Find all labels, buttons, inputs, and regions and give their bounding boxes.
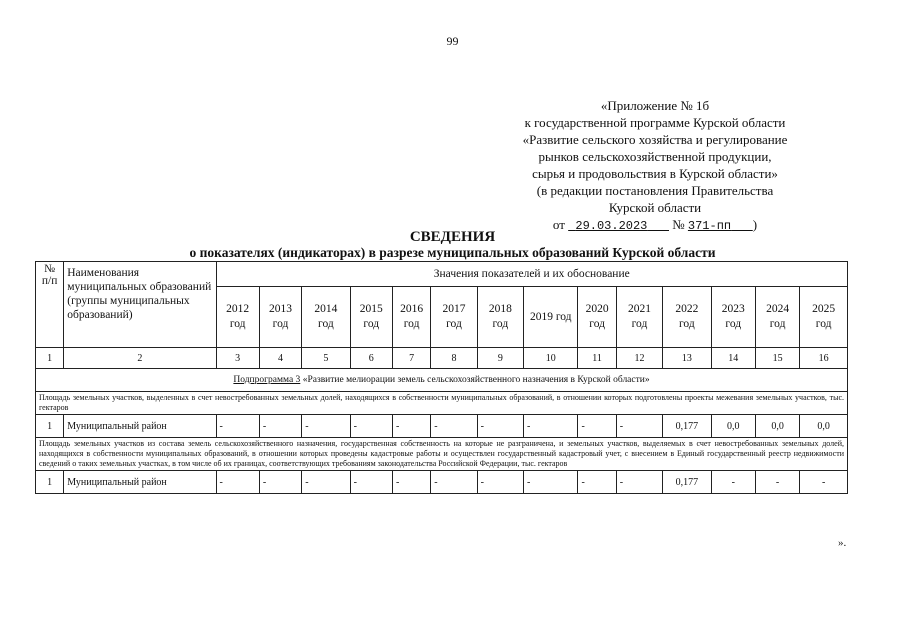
row-number: 1	[36, 471, 64, 494]
value-cell: -	[392, 415, 430, 438]
row-name: Муниципальный район	[64, 415, 216, 438]
column-index: 8	[431, 348, 477, 369]
appendix-header	[490, 97, 820, 235]
year-header: 2017 год	[431, 287, 477, 348]
indicator-row	[36, 438, 848, 471]
value-cell: -	[800, 471, 848, 494]
page-number: 99	[446, 34, 459, 48]
value-cell: -	[477, 471, 523, 494]
col-header-values: Значения показателей и их обоснование	[216, 262, 848, 287]
appendix-line: к государственной программе Курской области	[524, 115, 786, 130]
column-index: 6	[350, 348, 392, 369]
column-index: 12	[616, 348, 662, 369]
value-cell: -	[524, 471, 578, 494]
value-cell: -	[477, 415, 523, 438]
value-cell: -	[350, 415, 392, 438]
value-cell: -	[711, 471, 755, 494]
indicator-description: Площадь земельных участков, выделенных в счет невостребованных земельных долей, находящихся в собственности муниципальных образований, в отношении которых подготовлены проекты межевания земельных участков, тыс. гектаров	[36, 392, 848, 415]
column-index: 7	[392, 348, 430, 369]
column-index: 15	[755, 348, 799, 369]
appendix-line: рынков сельскохозяйственной продукции,	[538, 149, 772, 164]
value-cell: -	[616, 471, 662, 494]
column-index: 3	[216, 348, 259, 369]
value-cell: -	[392, 471, 430, 494]
column-index: 16	[800, 348, 848, 369]
column-index: 13	[663, 348, 711, 369]
appendix-line: «Развитие сельского хозяйства и регулирование	[522, 132, 788, 147]
value-cell: -	[578, 415, 616, 438]
value-cell: 0,177	[663, 471, 711, 494]
subprogram-title: Подпрограмма 3 «Развитие мелиорации земель сельскохозяйственного назначения в Курской области»	[36, 369, 848, 392]
year-header: 2019 год	[524, 287, 578, 348]
from-label: от	[552, 217, 565, 232]
value-cell: -	[616, 415, 662, 438]
value-cell: -	[216, 471, 259, 494]
value-cell: -	[431, 415, 477, 438]
table-row	[36, 471, 848, 494]
subprogram-row	[36, 369, 848, 392]
year-header: 2015 год	[350, 287, 392, 348]
column-index: 4	[259, 348, 301, 369]
col-header-number: № п/п	[36, 262, 64, 348]
document-title: СВЕДЕНИЯ	[409, 229, 496, 245]
indicators-table	[35, 261, 848, 494]
value-cell: -	[259, 415, 301, 438]
indicator-row	[36, 392, 848, 415]
year-header: 2014 год	[302, 287, 350, 348]
number-label: №	[672, 217, 685, 232]
value-cell: 0,177	[663, 415, 711, 438]
year-header: 2025 год	[800, 287, 848, 348]
value-cell: 0,0	[711, 415, 755, 438]
decree-date: 29.03.2023	[575, 219, 648, 233]
close-paren: )	[752, 217, 758, 232]
value-cell: -	[578, 471, 616, 494]
column-index: 1	[36, 348, 64, 369]
indicator-description: Площадь земельных участков из состава земель сельскохозяйственного назначения, государственная собственность на которые не разграничена, и земельных участков, выделяемых в счет невостребованных земельных долей, находящихся в собственности муниципальных образований, в отношении которых проведены кадастровые работы и осуществлен государственный кадастровый учет, с внесением в Единый государственный реестр недвижимости сведений о таких земельных участках, в том числе об их границах, соответствующих требованиям законодательства Российской Федерации, тыс. гектаров	[36, 438, 848, 471]
appendix-line: Курской области	[608, 200, 702, 215]
column-index: 10	[524, 348, 578, 369]
year-header: 2018 год	[477, 287, 523, 348]
value-cell: -	[302, 415, 350, 438]
value-cell: -	[431, 471, 477, 494]
value-cell: -	[216, 415, 259, 438]
column-index-row	[36, 348, 848, 369]
year-header: 2024 год	[755, 287, 799, 348]
appendix-line: сырья и продовольствия в Курской области»	[532, 166, 778, 181]
column-index: 14	[711, 348, 755, 369]
year-header: 2013 год	[259, 287, 301, 348]
row-number: 1	[36, 415, 64, 438]
value-cell: 0,0	[800, 415, 848, 438]
year-header: 2016 год	[392, 287, 430, 348]
value-cell: -	[350, 471, 392, 494]
row-name: Муниципальный район	[64, 471, 216, 494]
year-header: 2012 год	[216, 287, 259, 348]
value-cell: -	[755, 471, 799, 494]
value-cell: 0,0	[755, 415, 799, 438]
column-index: 2	[64, 348, 216, 369]
table-row	[36, 415, 848, 438]
year-header: 2021 год	[616, 287, 662, 348]
year-header: 2023 год	[711, 287, 755, 348]
closing-quote: ».	[838, 537, 847, 549]
value-cell: -	[524, 415, 578, 438]
column-index: 5	[302, 348, 350, 369]
appendix-line: (в редакции постановления Правительства	[536, 183, 774, 198]
year-header: 2022 год	[663, 287, 711, 348]
document-subtitle: о показателях (индикаторах) в разрезе муниципальных образований Курской области	[189, 245, 716, 260]
column-index: 9	[477, 348, 523, 369]
decree-number: 371-пп	[687, 219, 732, 233]
value-cell: -	[302, 471, 350, 494]
col-header-name: Наименования муниципальных образований (группы муниципальных образований)	[64, 262, 216, 348]
appendix-line: «Приложение № 1б	[600, 98, 710, 113]
column-index: 11	[578, 348, 616, 369]
year-header: 2020 год	[578, 287, 616, 348]
value-cell: -	[259, 471, 301, 494]
